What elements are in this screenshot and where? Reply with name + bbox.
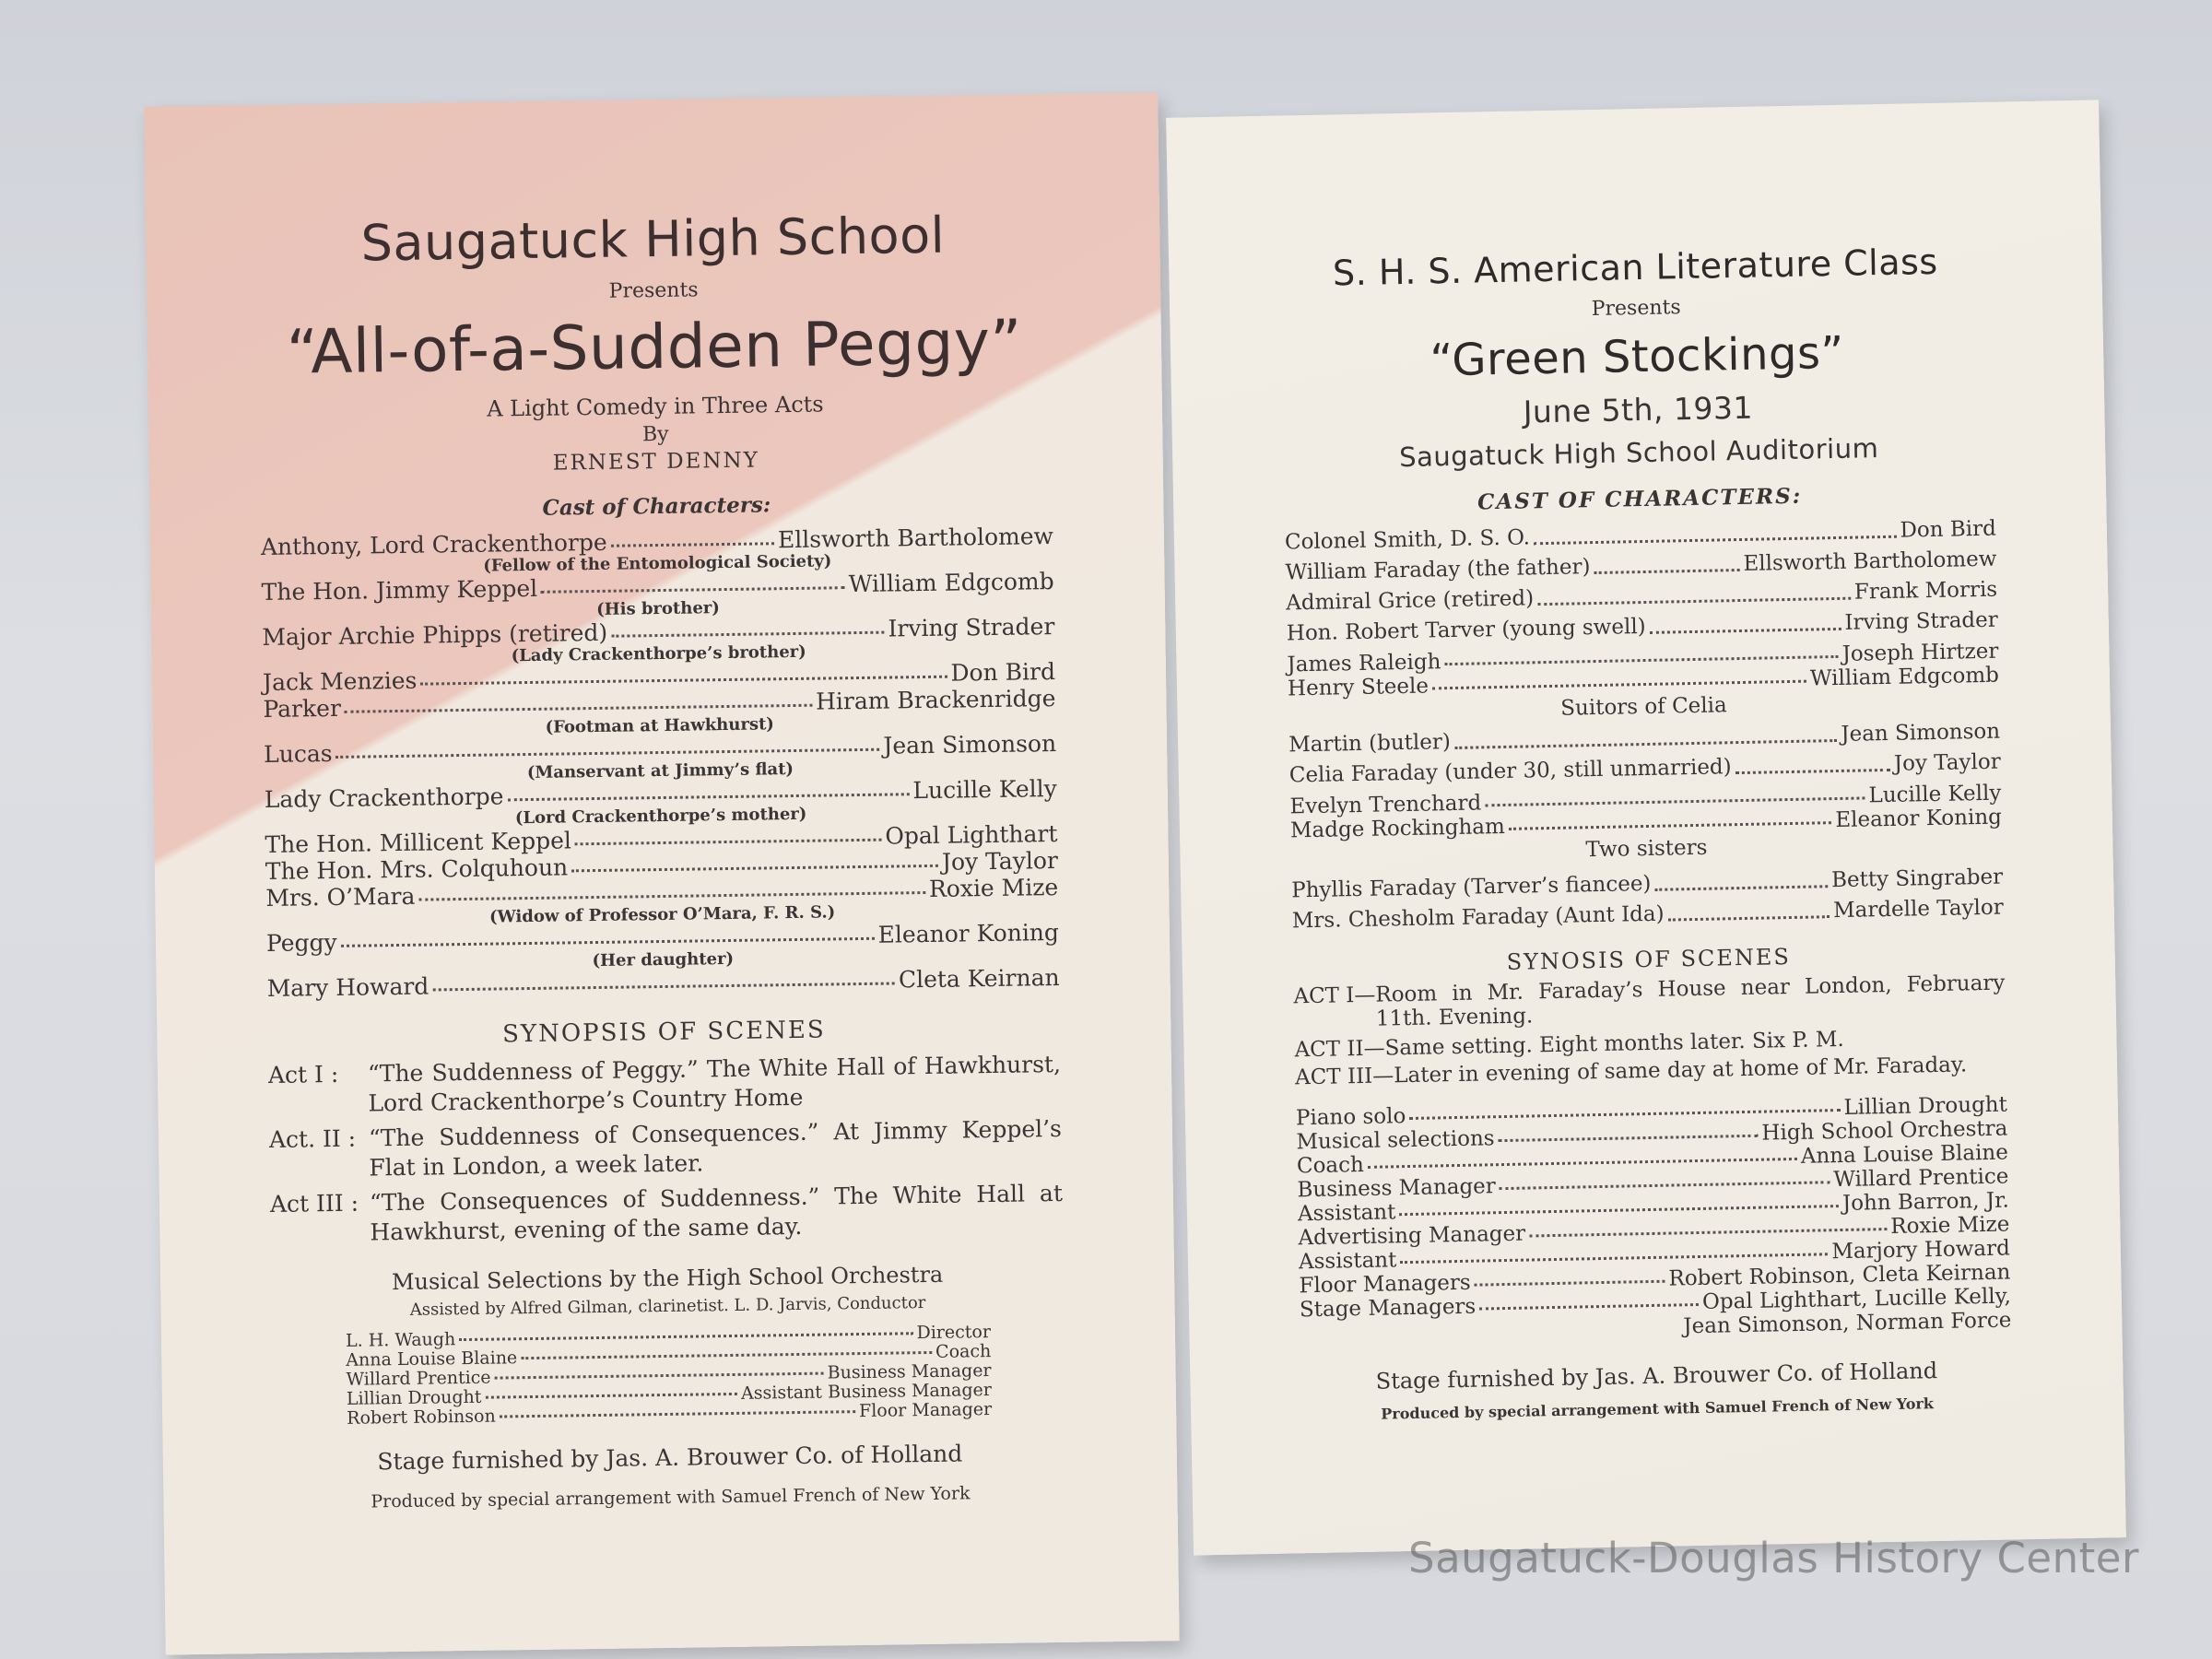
cast-role: Anthony, Lord Crackenthorpe bbox=[260, 528, 607, 561]
act-label: ACT I— bbox=[1293, 982, 1376, 1009]
stage-furnished: Stage furnished by Jas. A. Brouwer Co. of Holland bbox=[377, 1440, 963, 1476]
cast-role: Hon. Robert Tarver (young swell) bbox=[1286, 614, 1646, 646]
cast-role: Phyllis Faraday (Tarver’s fiancee) bbox=[1290, 871, 1652, 903]
cast-role: Celia Faraday (under 30, still unmarried) bbox=[1288, 755, 1732, 788]
cast-role: Mrs. O’Mara bbox=[265, 882, 416, 912]
cast-role: Lucas bbox=[263, 739, 333, 769]
staff-name: L. H. Waugh bbox=[345, 1329, 456, 1351]
cast-actor: Betty Singraber bbox=[1830, 865, 2004, 893]
act-text: Later in evening of same day at home of Mr. Faraday. bbox=[1393, 1053, 1968, 1088]
staff-name: Anna Louise Blaine bbox=[346, 1347, 518, 1371]
cast-role: Parker bbox=[263, 694, 342, 724]
assisted-by: Assisted by Alfred Gilman, clarinetist. L. D. Jarvis, Conductor bbox=[409, 1293, 926, 1320]
stage-furnished: Stage furnished by Jas. A. Brouwer Co. of Holland bbox=[1375, 1358, 1938, 1394]
cast-actor: Hiram Brackenridge bbox=[815, 685, 1056, 715]
watermark: Saugatuck-Douglas History Center bbox=[1408, 1534, 2139, 1583]
synopsis-act bbox=[268, 1050, 1062, 1120]
staff-name: Lillian Drought bbox=[1843, 1092, 2008, 1120]
act-label: Act I : bbox=[267, 1060, 339, 1088]
sisters-note: Two sisters bbox=[1585, 835, 1708, 863]
cast-role: Lady Crackenthorpe bbox=[264, 782, 504, 814]
stage-managers-continued: Jean Simonson, Norman Force bbox=[1683, 1308, 2012, 1339]
produced-by: Produced by special arrangement with Samuel French of New York bbox=[371, 1483, 971, 1512]
suitors-note: Suitors of Celia bbox=[1560, 693, 1727, 721]
cast-actor: Lucille Kelly bbox=[912, 775, 1057, 805]
staff-role: Business Manager bbox=[1297, 1174, 1497, 1203]
cast-note: (Lord Crackenthorpe’s mother) bbox=[514, 804, 807, 829]
cast-note: (Fellow of the Entomological Society) bbox=[483, 551, 832, 576]
act-text: Room in Mr. Faraday’s House near London, February 11th. Evening. bbox=[1375, 971, 2006, 1031]
cast-actor: Joy Taylor bbox=[941, 846, 1059, 876]
cast-heading: CAST OF CHARACTERS: bbox=[1477, 483, 1803, 515]
cast-role: Madge Rockingham bbox=[1289, 814, 1506, 843]
staff-role: Assistant Business Manager bbox=[740, 1380, 993, 1404]
cast-role: Martin (butler) bbox=[1288, 730, 1452, 758]
cast-actor: Irving Strader bbox=[888, 613, 1055, 642]
cast-role: Admiral Grice (retired) bbox=[1286, 586, 1535, 616]
cast-role: Henry Steele bbox=[1287, 674, 1430, 701]
cast-actor: Eleanor Koning bbox=[877, 918, 1060, 948]
act-label: Act. II : bbox=[268, 1124, 357, 1153]
cast-role: Colonel Smith, D. S. O. bbox=[1284, 525, 1531, 555]
cast-actor: William Edgcomb bbox=[1809, 663, 2000, 691]
cast-note: (Her daughter) bbox=[592, 948, 735, 971]
play-subtitle: A Light Comedy in Three Acts bbox=[487, 391, 824, 422]
presents-label: Presents bbox=[1591, 296, 1681, 322]
cast-note: (His brother) bbox=[595, 598, 720, 619]
act-text: “The Suddenness of Consequences.” At Jimmy Keppel’s Flat in London, a week later. bbox=[368, 1114, 1063, 1182]
staff-role: Advertising Manager bbox=[1298, 1221, 1526, 1251]
synopsis-list bbox=[1293, 971, 2006, 1090]
act-text: Same setting. Eight months later. Six P. M. bbox=[1384, 1027, 1844, 1061]
cast-actor: Roxie Mize bbox=[928, 873, 1059, 902]
presents-label: Presents bbox=[608, 278, 699, 303]
play-title: “Green Stockings” bbox=[1430, 326, 1845, 387]
cast-role: Mrs. Chesholm Faraday (Aunt Ida) bbox=[1291, 901, 1665, 934]
staff-role: Floor Managers bbox=[1299, 1270, 1471, 1299]
cast-actor: Irving Strader bbox=[1844, 607, 1998, 635]
cast-actor: Opal Lighthart bbox=[885, 820, 1058, 850]
synopsis-list bbox=[268, 1050, 1064, 1249]
staff-role: Stage Managers bbox=[1299, 1294, 1477, 1323]
cast-actor: Cleta Keirnan bbox=[898, 963, 1060, 994]
produced-by: Produced by special arrangement with Samuel French of New York bbox=[1381, 1394, 1935, 1423]
synopsis-heading: SYNOSIS OF SCENES bbox=[1506, 944, 1792, 975]
cast-actor: Don Bird bbox=[950, 658, 1056, 687]
act-text: “The Suddenness of Peggy.” The White Hall of Hawkhurst, Lord Crackenthorpe’s Country Home bbox=[367, 1050, 1062, 1117]
cast-note: (Manservant at Jimmy’s flat) bbox=[526, 759, 794, 783]
class-name: S. H. S. American Literature Class bbox=[1332, 241, 1939, 294]
cast-actor: Eleanor Koning bbox=[1835, 805, 2003, 833]
cast-note: (Widow of Professor O’Mara, F. R. S.) bbox=[488, 902, 836, 927]
venue: Saugatuck High School Auditorium bbox=[1398, 432, 1879, 474]
staff-name: Robert Robinson, Cleta Keirnan bbox=[1668, 1260, 2011, 1291]
staff-name: Anna Louise Blaine bbox=[1800, 1140, 2009, 1169]
staff-name: Opal Lighthart, Lucille Kelly, bbox=[1701, 1284, 2012, 1314]
by-label: By bbox=[641, 422, 669, 447]
synopsis-act bbox=[1293, 971, 2006, 1033]
staff-name: Robert Robinson bbox=[347, 1406, 496, 1429]
cast-actor: Ellsworth Bartholomew bbox=[1743, 547, 1997, 576]
cast-actor: Mardelle Taylor bbox=[1832, 895, 2004, 924]
cast-role: Evelyn Trenchard bbox=[1289, 791, 1482, 819]
cast-heading: Cast of Characters: bbox=[542, 492, 771, 521]
act-text: “The Consequences of Suddenness.” The White Hall at Hawkhurst, evening of the same day. bbox=[369, 1179, 1064, 1246]
act-label: ACT II— bbox=[1294, 1036, 1385, 1063]
cast-actor: Jean Simonson bbox=[883, 730, 1057, 759]
staff-role: Musical selections bbox=[1296, 1126, 1495, 1155]
cast-actor: Frank Morris bbox=[1853, 577, 1998, 605]
staff-name: Lillian Drought bbox=[346, 1386, 482, 1409]
staff-list bbox=[1296, 1093, 2012, 1347]
staff-name: Marjory Howard bbox=[1831, 1236, 2011, 1265]
cast-note: (Footman at Hawkhurst) bbox=[545, 714, 774, 737]
cast-actor: Ellsworth Bartholomew bbox=[777, 523, 1054, 554]
staff-name: John Barron, Jr. bbox=[1841, 1188, 2010, 1216]
cast-list bbox=[1285, 514, 2004, 937]
staff-role: Floor Manager bbox=[858, 1399, 993, 1422]
staff-name: Roxie Mize bbox=[1890, 1212, 2010, 1239]
program-all-of-a-sudden-peggy bbox=[144, 92, 1179, 1654]
school-name: Saugatuck High School bbox=[360, 206, 946, 273]
cast-role: The Hon. Millicent Keppel bbox=[265, 827, 572, 859]
cast-role: The Hon. Jimmy Keppel bbox=[261, 574, 538, 606]
cast-role: Major Archie Phipps (retired) bbox=[262, 618, 608, 652]
staff-role: Coach bbox=[1296, 1152, 1365, 1179]
staff-role: Assistant bbox=[1298, 1248, 1397, 1275]
cast-list bbox=[261, 523, 1060, 1002]
play-title: “All-of-a-Sudden Peggy” bbox=[286, 306, 1023, 388]
cast-role: James Raleigh bbox=[1287, 650, 1441, 677]
program-green-stockings bbox=[1166, 100, 2126, 1555]
synopsis-act bbox=[269, 1114, 1063, 1184]
staff-role: Director bbox=[916, 1322, 992, 1344]
cast-actor: Don Bird bbox=[1900, 516, 1997, 543]
cast-actor: William Edgcomb bbox=[848, 568, 1054, 598]
staff-name: Willard Prentice bbox=[346, 1367, 491, 1390]
synopsis-heading: SYNOPSIS OF SCENES bbox=[501, 1016, 826, 1049]
cast-role: The Hon. Mrs. Colquhoun bbox=[265, 853, 569, 886]
staff-role: Piano solo bbox=[1295, 1104, 1406, 1131]
cast-actor: Jean Simonson bbox=[1841, 719, 2001, 747]
cast-role: Jack Menzies bbox=[262, 666, 418, 697]
cast-role: Mary Howard bbox=[266, 972, 429, 1002]
cast-actor: Joseph Hirtzer bbox=[1841, 639, 1999, 666]
cast-role: William Faraday (the father) bbox=[1285, 555, 1591, 585]
staff-list bbox=[346, 1323, 992, 1429]
act-label: ACT III— bbox=[1294, 1064, 1394, 1090]
author: ERNEST DENNY bbox=[552, 448, 759, 476]
staff-role: Assistant bbox=[1297, 1200, 1396, 1227]
musical-selections: Musical Selections by the High School Orchestra bbox=[391, 1261, 944, 1296]
cast-note: (Lady Crackenthorpe’s brother) bbox=[511, 641, 806, 666]
cast-role: Peggy bbox=[265, 928, 337, 957]
staff-name: High School Orchestra bbox=[1761, 1116, 2008, 1146]
cast-actor: Joy Taylor bbox=[1893, 749, 2001, 776]
act-label: Act III : bbox=[269, 1189, 359, 1218]
performance-date: June 5th, 1931 bbox=[1523, 389, 1754, 430]
staff-role: Business Manager bbox=[827, 1360, 992, 1383]
cast-actor: Lucille Kelly bbox=[1868, 781, 2002, 808]
staff-role: Coach bbox=[935, 1341, 992, 1362]
staff-name: Willard Prentice bbox=[1833, 1164, 2009, 1193]
synopsis-act bbox=[270, 1179, 1064, 1249]
